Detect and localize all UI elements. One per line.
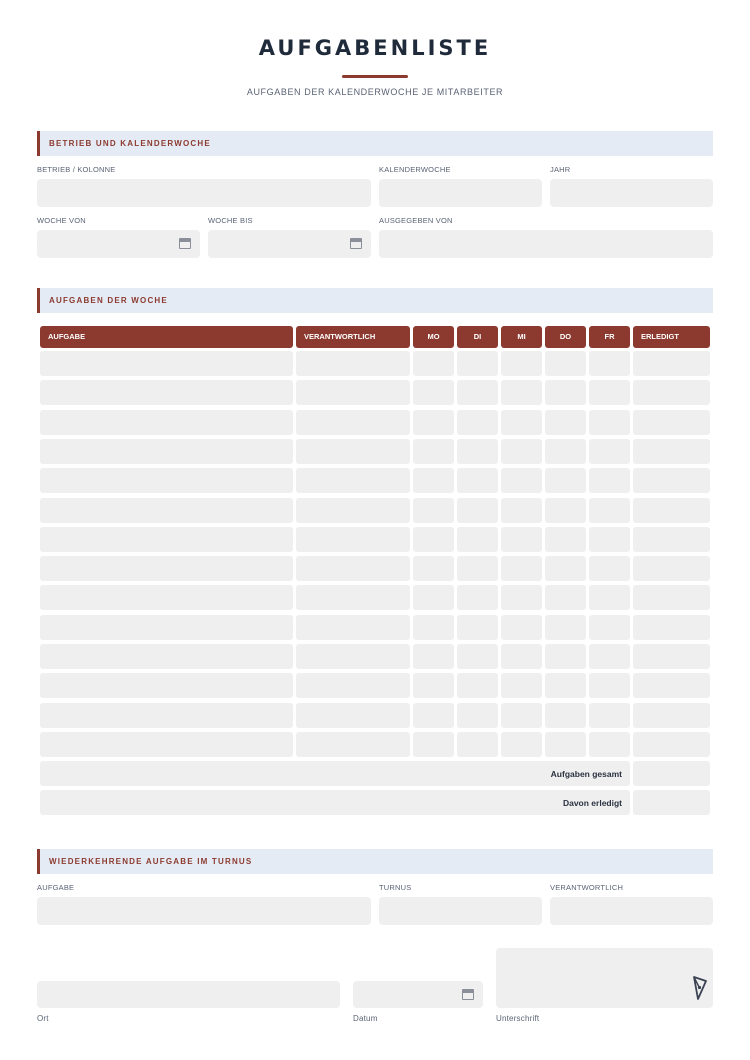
cell-mi[interactable] xyxy=(501,732,542,757)
cell-aufgabe[interactable] xyxy=(40,615,293,640)
cell-mo[interactable] xyxy=(413,673,454,698)
cell-mi[interactable] xyxy=(501,703,542,728)
cell-mo[interactable] xyxy=(413,703,454,728)
cell-do[interactable] xyxy=(545,556,586,581)
kalenderwoche-field[interactable] xyxy=(379,179,542,207)
cell-fr[interactable] xyxy=(589,527,630,552)
cell-mi[interactable] xyxy=(501,468,542,493)
cell-mo[interactable] xyxy=(413,527,454,552)
cell-verantwortlich[interactable] xyxy=(296,351,410,376)
cell-aufgabe[interactable] xyxy=(40,410,293,435)
betrieb-label: BETRIEB / KOLONNE xyxy=(37,165,116,174)
recurring-verantwortlich-label: VERANTWORTLICH xyxy=(550,883,624,892)
section-heading: BETRIEB UND KALENDERWOCHE xyxy=(49,139,211,148)
recurring-aufgabe-field[interactable] xyxy=(37,897,371,925)
cell-do[interactable] xyxy=(545,615,586,640)
cell-erledigt[interactable] xyxy=(633,732,710,757)
cell-do[interactable] xyxy=(545,439,586,464)
cell-erledigt[interactable] xyxy=(633,703,710,728)
sum-total-field[interactable] xyxy=(633,761,710,786)
cell-verantwortlich[interactable] xyxy=(296,732,410,757)
sum-done-label: Davon erledigt xyxy=(562,798,622,808)
cell-mo[interactable] xyxy=(413,615,454,640)
cell-aufgabe[interactable] xyxy=(40,732,293,757)
cell-fr[interactable] xyxy=(589,703,630,728)
cell-verantwortlich[interactable] xyxy=(296,498,410,523)
cell-mi[interactable] xyxy=(501,644,542,669)
cell-verantwortlich[interactable] xyxy=(296,527,410,552)
section-aufgaben-der-woche xyxy=(37,288,713,313)
cell-mi[interactable] xyxy=(501,380,542,405)
column-header-mi: MI xyxy=(501,326,542,348)
cell-aufgabe[interactable] xyxy=(40,380,293,405)
column-header-fr: FR xyxy=(589,326,630,348)
cell-erledigt[interactable] xyxy=(633,615,710,640)
cell-erledigt[interactable] xyxy=(633,673,710,698)
cell-di[interactable] xyxy=(457,439,498,464)
cell-mi[interactable] xyxy=(501,498,542,523)
unterschrift-label: Unterschrift xyxy=(496,1014,540,1023)
cell-do[interactable] xyxy=(545,644,586,669)
cell-di[interactable] xyxy=(457,468,498,493)
ausgegeben-von-label: AUSGEGEBEN VON xyxy=(379,216,453,225)
betrieb-field[interactable] xyxy=(37,179,371,207)
cell-do[interactable] xyxy=(545,732,586,757)
cell-erledigt[interactable] xyxy=(633,498,710,523)
calendar-icon[interactable] xyxy=(462,989,474,1000)
cell-verantwortlich[interactable] xyxy=(296,556,410,581)
cell-verantwortlich[interactable] xyxy=(296,673,410,698)
cell-erledigt[interactable] xyxy=(633,556,710,581)
cell-aufgabe[interactable] xyxy=(40,351,293,376)
ort-field[interactable] xyxy=(37,981,340,1008)
cell-mo[interactable] xyxy=(413,732,454,757)
cell-di[interactable] xyxy=(457,732,498,757)
calendar-icon[interactable] xyxy=(350,238,362,249)
cell-fr[interactable] xyxy=(589,351,630,376)
cell-mi[interactable] xyxy=(501,585,542,610)
cell-erledigt[interactable] xyxy=(633,527,710,552)
page-subtitle: AUFGABEN DER KALENDERWOCHE JE MITARBEITER xyxy=(246,87,504,97)
cell-di[interactable] xyxy=(457,351,498,376)
cell-mo[interactable] xyxy=(413,439,454,464)
cell-aufgabe[interactable] xyxy=(40,498,293,523)
cell-aufgabe[interactable] xyxy=(40,439,293,464)
cell-fr[interactable] xyxy=(589,498,630,523)
cell-mi[interactable] xyxy=(501,556,542,581)
turnus-field[interactable] xyxy=(379,897,542,925)
sum-done-field[interactable] xyxy=(633,790,710,815)
cell-fr[interactable] xyxy=(589,468,630,493)
cell-mo[interactable] xyxy=(413,380,454,405)
cell-do[interactable] xyxy=(545,703,586,728)
cell-di[interactable] xyxy=(457,703,498,728)
cell-di[interactable] xyxy=(457,615,498,640)
cell-di[interactable] xyxy=(457,498,498,523)
pen-nib-icon xyxy=(690,975,708,1001)
cell-verantwortlich[interactable] xyxy=(296,585,410,610)
cell-verantwortlich[interactable] xyxy=(296,468,410,493)
sum-total-row xyxy=(40,761,630,786)
cell-do[interactable] xyxy=(545,351,586,376)
cell-fr[interactable] xyxy=(589,410,630,435)
woche-von-label: WOCHE VON xyxy=(37,216,86,225)
cell-di[interactable] xyxy=(457,380,498,405)
cell-mi[interactable] xyxy=(501,527,542,552)
page-title: AUFGABENLISTE xyxy=(258,36,492,60)
cell-mo[interactable] xyxy=(413,468,454,493)
section-betrieb-kalenderwoche xyxy=(37,131,713,156)
cell-aufgabe[interactable] xyxy=(40,585,293,610)
cell-erledigt[interactable] xyxy=(633,439,710,464)
column-header-aufgabe: AUFGABE xyxy=(40,326,293,348)
column-header-erledigt: ERLEDIGT xyxy=(633,326,710,348)
recurring-verantwortlich-field[interactable] xyxy=(550,897,713,925)
cell-do[interactable] xyxy=(545,527,586,552)
cell-fr[interactable] xyxy=(589,673,630,698)
column-header-di: DI xyxy=(457,326,498,348)
turnus-label: TURNUS xyxy=(379,883,412,892)
section-wiederkehrende-aufgabe xyxy=(37,849,713,874)
kalenderwoche-label: KALENDERWOCHE xyxy=(379,165,451,174)
cell-mo[interactable] xyxy=(413,498,454,523)
cell-fr[interactable] xyxy=(589,644,630,669)
ort-label: Ort xyxy=(37,1014,49,1023)
cell-erledigt[interactable] xyxy=(633,644,710,669)
cell-mi[interactable] xyxy=(501,673,542,698)
cell-verantwortlich[interactable] xyxy=(296,703,410,728)
cell-aufgabe[interactable] xyxy=(40,644,293,669)
cell-di[interactable] xyxy=(457,644,498,669)
cell-fr[interactable] xyxy=(589,615,630,640)
column-header-do: DO xyxy=(545,326,586,348)
cell-verantwortlich[interactable] xyxy=(296,615,410,640)
cell-verantwortlich[interactable] xyxy=(296,644,410,669)
cell-aufgabe[interactable] xyxy=(40,468,293,493)
cell-erledigt[interactable] xyxy=(633,468,710,493)
cell-erledigt[interactable] xyxy=(633,380,710,405)
cell-mo[interactable] xyxy=(413,351,454,376)
cell-mo[interactable] xyxy=(413,644,454,669)
cell-verantwortlich[interactable] xyxy=(296,410,410,435)
recurring-aufgabe-label: AUFGABE xyxy=(37,883,75,892)
cell-aufgabe[interactable] xyxy=(40,527,293,552)
cell-mo[interactable] xyxy=(413,410,454,435)
cell-do[interactable] xyxy=(545,468,586,493)
column-header-verantwortlich: VERANTWORTLICH xyxy=(296,326,410,348)
cell-di[interactable] xyxy=(457,527,498,552)
cell-mo[interactable] xyxy=(413,585,454,610)
ausgegeben-von-field[interactable] xyxy=(379,230,713,258)
cell-verantwortlich[interactable] xyxy=(296,380,410,405)
cell-fr[interactable] xyxy=(589,380,630,405)
jahr-label: JAHR xyxy=(550,165,571,174)
cell-do[interactable] xyxy=(545,410,586,435)
column-header-mo: MO xyxy=(413,326,454,348)
sum-done-row xyxy=(40,790,630,815)
cell-mi[interactable] xyxy=(501,615,542,640)
cell-fr[interactable] xyxy=(589,732,630,757)
woche-bis-field[interactable] xyxy=(208,230,371,258)
woche-bis-label: WOCHE BIS xyxy=(208,216,253,225)
cell-do[interactable] xyxy=(545,673,586,698)
cell-verantwortlich[interactable] xyxy=(296,439,410,464)
cell-do[interactable] xyxy=(545,498,586,523)
woche-von-field[interactable] xyxy=(37,230,200,258)
cell-do[interactable] xyxy=(545,380,586,405)
cell-erledigt[interactable] xyxy=(633,351,710,376)
cell-erledigt[interactable] xyxy=(633,585,710,610)
cell-aufgabe[interactable] xyxy=(40,673,293,698)
cell-di[interactable] xyxy=(457,673,498,698)
cell-do[interactable] xyxy=(545,585,586,610)
cell-mi[interactable] xyxy=(501,439,542,464)
datum-field[interactable] xyxy=(353,981,483,1008)
cell-mi[interactable] xyxy=(501,410,542,435)
sum-total-label: Aufgaben gesamt xyxy=(550,769,622,779)
section-heading: AUFGABEN DER WOCHE xyxy=(49,296,168,305)
cell-di[interactable] xyxy=(457,585,498,610)
cell-aufgabe[interactable] xyxy=(40,556,293,581)
section-heading: WIEDERKEHRENDE AUFGABE IM TURNUS xyxy=(49,857,253,866)
cell-aufgabe[interactable] xyxy=(40,703,293,728)
cell-fr[interactable] xyxy=(589,439,630,464)
cell-mi[interactable] xyxy=(501,351,542,376)
cell-mo[interactable] xyxy=(413,556,454,581)
calendar-icon[interactable] xyxy=(179,238,191,249)
datum-label: Datum xyxy=(353,1014,378,1023)
cell-fr[interactable] xyxy=(589,585,630,610)
unterschrift-field[interactable] xyxy=(496,948,713,1008)
cell-erledigt[interactable] xyxy=(633,410,710,435)
cell-di[interactable] xyxy=(457,556,498,581)
jahr-field[interactable] xyxy=(550,179,713,207)
title-underline xyxy=(342,75,408,78)
cell-fr[interactable] xyxy=(589,556,630,581)
cell-di[interactable] xyxy=(457,410,498,435)
